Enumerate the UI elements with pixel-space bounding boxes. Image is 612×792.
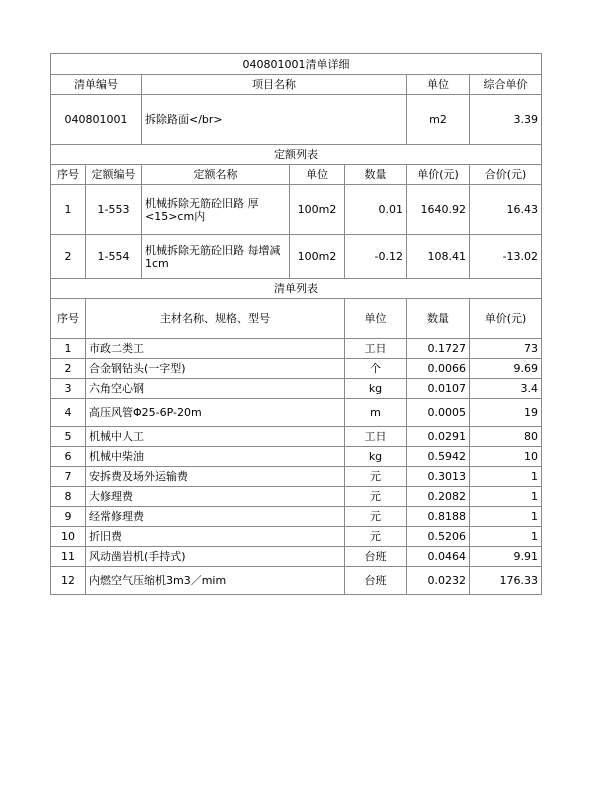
quota-name-header: 定额名称 <box>142 165 290 185</box>
material-no: 10 <box>51 527 86 547</box>
material-name-header: 主材名称、规格、型号 <box>86 299 345 339</box>
material-no: 6 <box>51 447 86 467</box>
material-name: 内燃空气压缩机3m3／mim <box>86 567 345 595</box>
material-price: 176.33 <box>470 567 542 595</box>
material-row <box>51 567 542 595</box>
material-unit: kg <box>345 379 407 399</box>
material-row <box>51 339 542 359</box>
material-qty: 0.5206 <box>407 527 470 547</box>
quota-no: 1 <box>51 185 86 235</box>
quota-price: 1640.92 <box>407 185 470 235</box>
quota-total: -13.02 <box>470 235 542 279</box>
material-name: 机械中人工 <box>86 427 345 447</box>
material-no: 4 <box>51 399 86 427</box>
material-row <box>51 427 542 447</box>
material-qty: 0.2082 <box>407 487 470 507</box>
material-price: 10 <box>470 447 542 467</box>
material-row <box>51 467 542 487</box>
material-no: 1 <box>51 339 86 359</box>
quota-total-header: 合价(元) <box>470 165 542 185</box>
material-no: 11 <box>51 547 86 567</box>
material-name: 六角空心钢 <box>86 379 345 399</box>
bill-name: 拆除路面</br> <box>142 95 407 145</box>
material-qty: 0.3013 <box>407 467 470 487</box>
material-row <box>51 447 542 467</box>
material-name: 风动凿岩机(手持式) <box>86 547 345 567</box>
quota-price: 108.41 <box>407 235 470 279</box>
bill-name-header: 项目名称 <box>142 75 407 95</box>
material-qty: 0.0005 <box>407 399 470 427</box>
material-qty: 0.0291 <box>407 427 470 447</box>
quota-unit: 100m2 <box>290 235 345 279</box>
material-price-header: 单价(元) <box>470 299 542 339</box>
material-name: 大修理费 <box>86 487 345 507</box>
bill-code: 040801001 <box>51 95 142 145</box>
material-section-title: 清单列表 <box>51 279 542 299</box>
material-price: 9.69 <box>470 359 542 379</box>
quota-code-header: 定额编号 <box>86 165 142 185</box>
material-price: 1 <box>470 467 542 487</box>
material-no: 2 <box>51 359 86 379</box>
quota-code: 1-554 <box>86 235 142 279</box>
material-qty: 0.0464 <box>407 547 470 567</box>
material-unit: 工日 <box>345 427 407 447</box>
material-price: 1 <box>470 487 542 507</box>
material-unit-header: 单位 <box>345 299 407 339</box>
material-price: 1 <box>470 527 542 547</box>
material-row <box>51 399 542 427</box>
material-row <box>51 379 542 399</box>
material-unit: 工日 <box>345 339 407 359</box>
material-name: 安拆费及场外运输费 <box>86 467 345 487</box>
material-qty: 0.8188 <box>407 507 470 527</box>
quota-row <box>51 185 542 235</box>
material-no: 9 <box>51 507 86 527</box>
material-qty: 0.0107 <box>407 379 470 399</box>
material-row <box>51 507 542 527</box>
bill-unit-header: 单位 <box>407 75 470 95</box>
quota-qty: 0.01 <box>345 185 407 235</box>
material-no-header: 序号 <box>51 299 86 339</box>
material-price: 9.91 <box>470 547 542 567</box>
material-qty: 0.5942 <box>407 447 470 467</box>
material-name: 折旧费 <box>86 527 345 547</box>
material-qty-header: 数量 <box>407 299 470 339</box>
material-unit: 元 <box>345 467 407 487</box>
material-price: 19 <box>470 399 542 427</box>
material-price: 1 <box>470 507 542 527</box>
material-no: 7 <box>51 467 86 487</box>
material-name: 合金钢钻头(一字型) <box>86 359 345 379</box>
quota-price-header: 单价(元) <box>407 165 470 185</box>
quota-name: 机械拆除无筋砼旧路 厚<15>cm内 <box>142 185 290 235</box>
material-no: 5 <box>51 427 86 447</box>
quota-no: 2 <box>51 235 86 279</box>
material-qty: 0.0066 <box>407 359 470 379</box>
quota-name: 机械拆除无筋砼旧路 每增减1cm <box>142 235 290 279</box>
quota-unit-header: 单位 <box>290 165 345 185</box>
quota-code: 1-553 <box>86 185 142 235</box>
material-row <box>51 359 542 379</box>
bill-unit: m2 <box>407 95 470 145</box>
material-row <box>51 547 542 567</box>
material-no: 8 <box>51 487 86 507</box>
material-no: 12 <box>51 567 86 595</box>
material-unit: 个 <box>345 359 407 379</box>
quota-section-title: 定额列表 <box>51 145 542 165</box>
material-price: 80 <box>470 427 542 447</box>
material-name: 市政二类工 <box>86 339 345 359</box>
material-name: 机械中柴油 <box>86 447 345 467</box>
material-unit: m <box>345 399 407 427</box>
material-price: 3.4 <box>470 379 542 399</box>
material-no: 3 <box>51 379 86 399</box>
bill-price: 3.39 <box>470 95 542 145</box>
material-row <box>51 527 542 547</box>
quota-qty-header: 数量 <box>345 165 407 185</box>
material-qty: 0.0232 <box>407 567 470 595</box>
material-row <box>51 487 542 507</box>
material-price: 73 <box>470 339 542 359</box>
quota-qty: -0.12 <box>345 235 407 279</box>
quota-row <box>51 235 542 279</box>
quota-total: 16.43 <box>470 185 542 235</box>
table-title: 040801001清单详细 <box>51 54 542 75</box>
material-unit: 台班 <box>345 567 407 595</box>
material-unit: 元 <box>345 527 407 547</box>
material-name: 高压风管Φ25-6P-20m <box>86 399 345 427</box>
material-unit: 元 <box>345 507 407 527</box>
bill-detail-table <box>50 53 542 595</box>
material-unit: 台班 <box>345 547 407 567</box>
quota-unit: 100m2 <box>290 185 345 235</box>
material-name: 经常修理费 <box>86 507 345 527</box>
bill-code-header: 清单编号 <box>51 75 142 95</box>
material-qty: 0.1727 <box>407 339 470 359</box>
material-unit: 元 <box>345 487 407 507</box>
bill-price-header: 综合单价 <box>470 75 542 95</box>
material-unit: kg <box>345 447 407 467</box>
quota-no-header: 序号 <box>51 165 86 185</box>
